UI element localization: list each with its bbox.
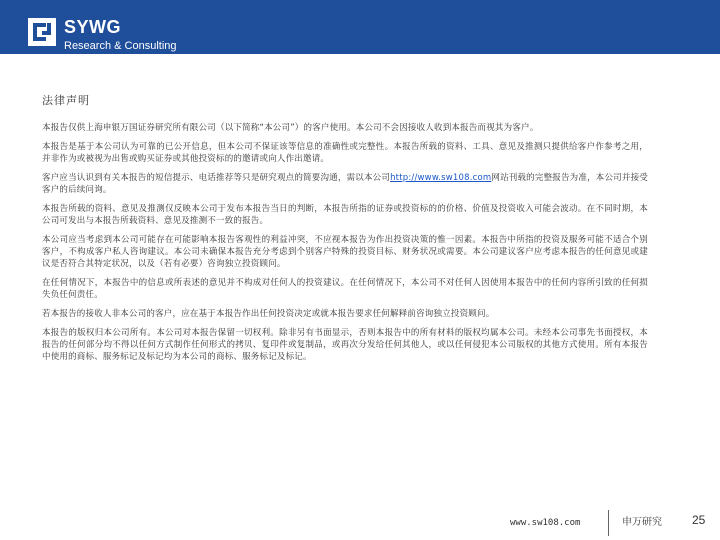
- brand-subtitle: Research & Consulting: [64, 40, 177, 52]
- footer-divider: [608, 510, 609, 536]
- paragraph: 本报告仅供上海申银万国证券研究所有限公司（以下简称“本公司”）的客户使用。本公司不会因接收人收到本报告而视其为客户。: [42, 123, 539, 133]
- brand-name: SYWG: [64, 17, 122, 37]
- footer-url: www.sw108.com: [510, 518, 581, 528]
- contact-text-before: 客户应当认识到有关本报告的短信提示、电话推荐等只是研究观点的简要沟通，需以本公司: [42, 173, 391, 183]
- paragraph: 本报告是基于本公司认为可靠的已公开信息，但本公司不保证该等信息的准确性或完整性。本报告所载的资料、工具、意见及推测只提供给客户作参考之用，并非作为或被视为出售或购买证券或其他投资标的的邀请或向人作出邀请。: [42, 142, 648, 164]
- contact-paragraph: [42, 172, 648, 196]
- sywg-logo-icon: [28, 18, 56, 46]
- paragraph: 在任何情况下，本报告中的信息或所表述的意见并不构成对任何人的投资建议。在任何情况下，本公司不对任何人因使用本报告中的任何内容所引致的任何损失负任何责任。: [42, 278, 648, 300]
- header-bar: [0, 0, 720, 54]
- paragraph: 本报告的版权归本公司所有。本公司对本报告保留一切权利。除非另有书面显示，否则本报告中的所有材料的版权均属本公司。未经本公司事先书面授权，本报告的任何部分均不得以任何方式制作任何形式的拷贝、复印件或复制品，或再次分发给任何其他人，或以任何侵犯本公司版权的其他方式使用。所有本报告中使用的商标、服务标记及标记均为本公司的商标、服务标记及标记。: [42, 328, 648, 362]
- footer-brand: 申万研究: [622, 517, 662, 528]
- legal-statement-body: [42, 122, 648, 370]
- page-number: 25: [692, 513, 706, 527]
- paragraph: 本报告所载的资料、意见及推测仅反映本公司于发布本报告当日的判断，本报告所指的证券或投资标的的价格、价值及投资收入可能会波动。在不同时期，本公司可发出与本报告所载资料、意见及推测不一致的报告。: [42, 204, 648, 226]
- website-link[interactable]: http://www.sw108.com: [390, 173, 492, 183]
- contact-text-after: 网站刊载的完整报告为准，本公司并接受客户的后续问询。: [42, 173, 648, 195]
- paragraph: 本公司应当考虑到本公司可能存在可能影响本报告客观性的利益冲突，不应视本报告为作出投资决策的惟一因素。本报告中所指的投资及服务可能不适合个别客户，不构成客户私人咨询建议。本公司未确保本报告充分考虑到个别客户特殊的投资目标、财务状况或需要。本公司建议客户应考虑本报告的任何意见或建议是否符合其特定状况，以及（若有必要）咨询独立投资顾问。: [42, 235, 648, 269]
- paragraph: 若本报告的接收人非本公司的客户，应在基于本报告作出任何投资决定或就本报告要求任何解释前咨询独立投资顾问。: [42, 309, 495, 319]
- section-title: 法律声明: [42, 94, 90, 107]
